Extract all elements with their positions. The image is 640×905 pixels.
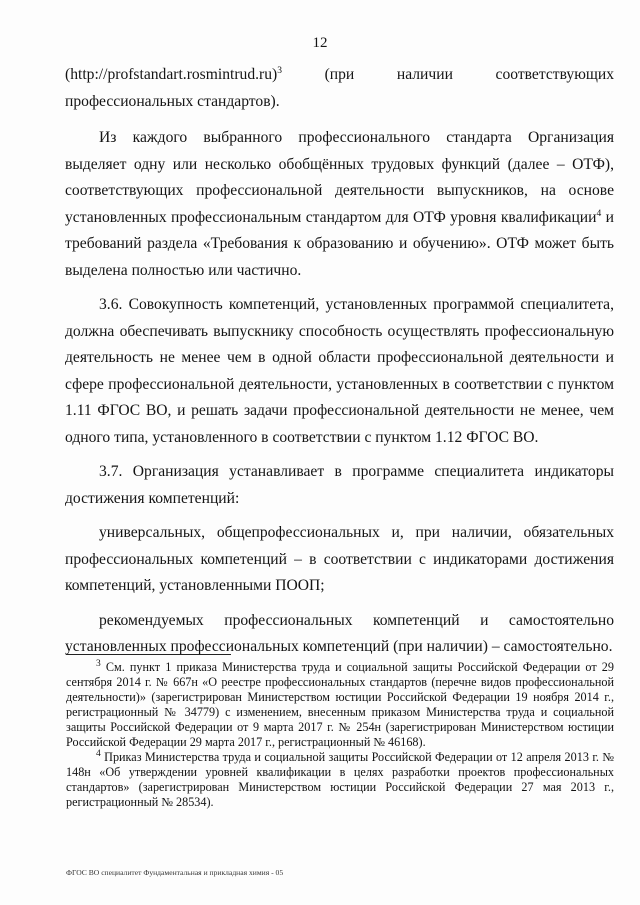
footnote-divider bbox=[66, 654, 231, 655]
page-number: 12 bbox=[312, 35, 328, 51]
page-footer: ФГОС ВО специалитет Фундаментальная и прикладная химия - 05 bbox=[66, 868, 284, 877]
footnotes bbox=[66, 660, 614, 810]
paragraph-3-6: 3.6. Совокупность компетенций, установленных программой специалитета, должна обеспечивать выпускнику способность осуществлять профессиональную деятельность не менее чем в одной области профессиональной деятельности и сфере профессиональной деятельности, установленных в соответствии с пунктом 1.11 ФГОС ВО, и решать задачи профессиональной деятельности не менее, чем одного типа, установленного в соответствии с пунктом 1.12 ФГОС ВО. bbox=[65, 296, 614, 446]
paragraph-recommended-competencies: рекомендуемых профессиональных компетенций и самостоятельно установленных профессиональных компетенций (при наличии) – самостоятельно. bbox=[65, 611, 614, 655]
url-text: (http://profstandart.rosmintrud.ru) bbox=[65, 66, 278, 83]
paragraph-text: (при наличии соответствующих профессиональных стандартов). bbox=[65, 66, 614, 110]
footnote-4 bbox=[66, 750, 614, 810]
footnote-3 bbox=[66, 660, 614, 750]
footnote-text: См. пункт 1 приказа Министерства труда и социальной защиты Российской Федерации от 29 сентября 2014 г. № 667н «О реестре профессиональных стандартов (перечне видов профессиональной деятельности)» (зарегистрирован Министерством юстиции Российской Федерации 19 ноября 2014 г., регистрационный № 34779) с изменением, внесенным приказом Министерства труда и социальной защиты Российской Федерации от 9 марта 2017 г. № 254н (зарегистрирован Министерством юстиции Российской Федерации 29 марта 2017 г., регистрационный № 46168). bbox=[66, 660, 614, 749]
paragraph-text: Из каждого выбранного профессионального стандарта Организация выделяет одну или несколько обобщённых трудовых функций (далее – ОТФ), соответствующих профессиональной деятельности выпускников, на основе установленных профессиональным стандартом для ОТФ уровня квалификации bbox=[65, 129, 614, 226]
footnote-ref-3: 3 bbox=[277, 65, 282, 76]
paragraph-universal-competencies: универсальных, общепрофессиональных и, при наличии, обязательных профессиональных компетенций – в соответствии с индикаторами достижения компетенций, установленными ПООП; bbox=[65, 524, 614, 594]
footnote-mark-3: 3 bbox=[96, 658, 101, 669]
document-body bbox=[65, 62, 614, 661]
paragraph-continuation bbox=[65, 62, 614, 115]
paragraph-otf bbox=[65, 125, 614, 284]
paragraph-3-7: 3.7. Организация устанавливает в программе специалитета индикаторы достижения компетенций: bbox=[65, 463, 614, 507]
footnote-mark-4: 4 bbox=[96, 748, 101, 759]
paragraph-text: и требований раздела «Требования к образованию и обучению». ОТФ может быть выделена полностью или частично. bbox=[65, 208, 615, 279]
footnote-text: Приказ Министерства труда и социальной защиты Российской Федерации от 12 апреля 2013 г. № 148н «Об утверждении уровней квалификации в целях разработки проектов профессиональных стандартов» (зарегистрирован Министерством юстиции Российской Федерации 27 мая 2013 г., регистрационный № 28534). bbox=[66, 750, 614, 809]
footnote-ref-4: 4 bbox=[596, 208, 602, 219]
